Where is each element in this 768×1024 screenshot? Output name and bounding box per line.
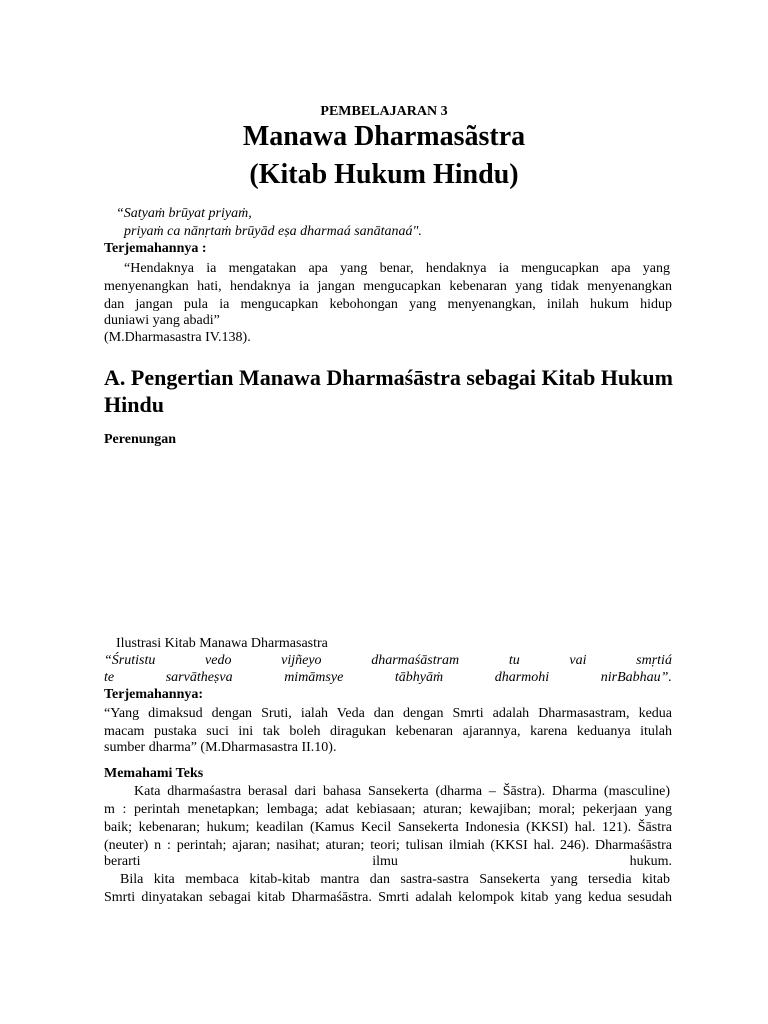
understanding-line: m : perintah menetapkan; lembaga; adat kebiasaan; aturan; kewajiban; moral; pekerjaan yang	[104, 802, 672, 817]
opening-verse-line1: “Satyaṁ brūyat priyaṁ,	[116, 206, 252, 221]
verse2-word: nirBabhau”.	[600, 670, 672, 685]
verse2-word: tābhyāṁ	[394, 670, 444, 685]
understanding-word: berarti	[104, 854, 141, 869]
illustration-caption: Ilustrasi Kitab Manawa Dharmasastra	[116, 636, 328, 651]
understanding-word: hukum.	[629, 854, 672, 869]
translation2-line: sumber dharma” (M.Dharmasastra II.10).	[104, 740, 337, 755]
understanding-line: baik; kebenaran; hukum; keadilan (Kamus Kecil Sansekerta Indonesia (KKSI) hal. 121). Šāstra	[104, 820, 672, 835]
understanding-label: Memahami Teks	[104, 766, 204, 781]
verse2-row2	[104, 670, 672, 686]
verse2-word: tu	[508, 653, 520, 668]
page-title-line2: (Kitab Hukum Hindu)	[249, 159, 519, 190]
reflection-label: Perenungan	[104, 432, 177, 447]
understanding-line: Smrti dinyatakan sebagai kitab Dharmaśāstra. Smrti adalah kelompok kitab yang kedua sesudah	[104, 890, 672, 905]
understanding-word: ilmu	[372, 854, 398, 869]
verse2-word: sarvātheṣva	[165, 670, 233, 685]
opening-verse-line2: priyaṁ ca nānṛtaṁ brūyād eṣa dharmaá sanātanaá".	[124, 224, 422, 239]
section-heading-line1: A. Pengertian Manawa Dharmaśāstra sebagai Kitab Hukum	[104, 365, 673, 390]
translation1-line: menyenangkan hati, hendaknya ia jangan mengucapkan kebenaran yang tidak menyenangkan	[104, 279, 672, 294]
illustration-placeholder	[104, 460, 672, 626]
translation1-label: Terjemahannya :	[104, 241, 207, 256]
verse2-word: vai	[569, 653, 587, 668]
translation2-line: macam pustaka suci ini tak boleh diragukan kebenaran ajarannya, karena keduanya itulah	[104, 724, 672, 739]
verse2-row1	[104, 653, 672, 669]
understanding-split-line	[104, 854, 672, 870]
translation1-line: duniawi yang abadi”	[104, 313, 220, 328]
understanding-line: Bila kita membaca kitab-kitab mantra dan sastra-sastra Sansekerta yang tersedia kitab	[120, 872, 670, 887]
translation1-citation: (M.Dharmasastra IV.138).	[104, 330, 251, 345]
translation1-line: dan jangan pula ia mengucapkan kebohongan yang menyenangkan, inilah hukum hidup	[104, 297, 672, 312]
verse2-word: dharmohi	[494, 670, 550, 685]
verse2-word: dharmaśāstram	[371, 653, 460, 668]
translation1-line: “Hendaknya ia mengatakan apa yang benar, hendaknya ia mengucapkan apa yang	[124, 261, 670, 276]
verse2-word: vedo	[205, 653, 232, 668]
verse2-word: smṛtiá	[636, 653, 672, 668]
page-title-line1: Manawa Dharmasãstra	[242, 121, 526, 152]
understanding-line: (neuter) n : perintah; ajaran; nasihat; aturan; teori; tulisan ilmiah (KKSI hal. 246). Dharmaśāstra	[104, 838, 672, 853]
verse2-word: mimāmsye	[284, 670, 344, 685]
lesson-label: PEMBELAJARAN 3	[320, 104, 448, 119]
verse2-word: “Śrutistu	[104, 653, 156, 668]
verse2-word: vijñeyo	[281, 653, 322, 668]
understanding-line: Kata dharmaśastra berasal dari bahasa Sansekerta (dharma – Šāstra). Dharma (masculine)	[134, 784, 670, 799]
translation2-label: Terjemahannya:	[104, 687, 204, 702]
section-heading-line2: Hindu	[104, 392, 164, 417]
translation2-line: “Yang dimaksud dengan Sruti, ialah Veda dan dengan Smrti adalah Dharmasastram, kedua	[104, 706, 672, 721]
verse2-word: te	[104, 670, 115, 685]
